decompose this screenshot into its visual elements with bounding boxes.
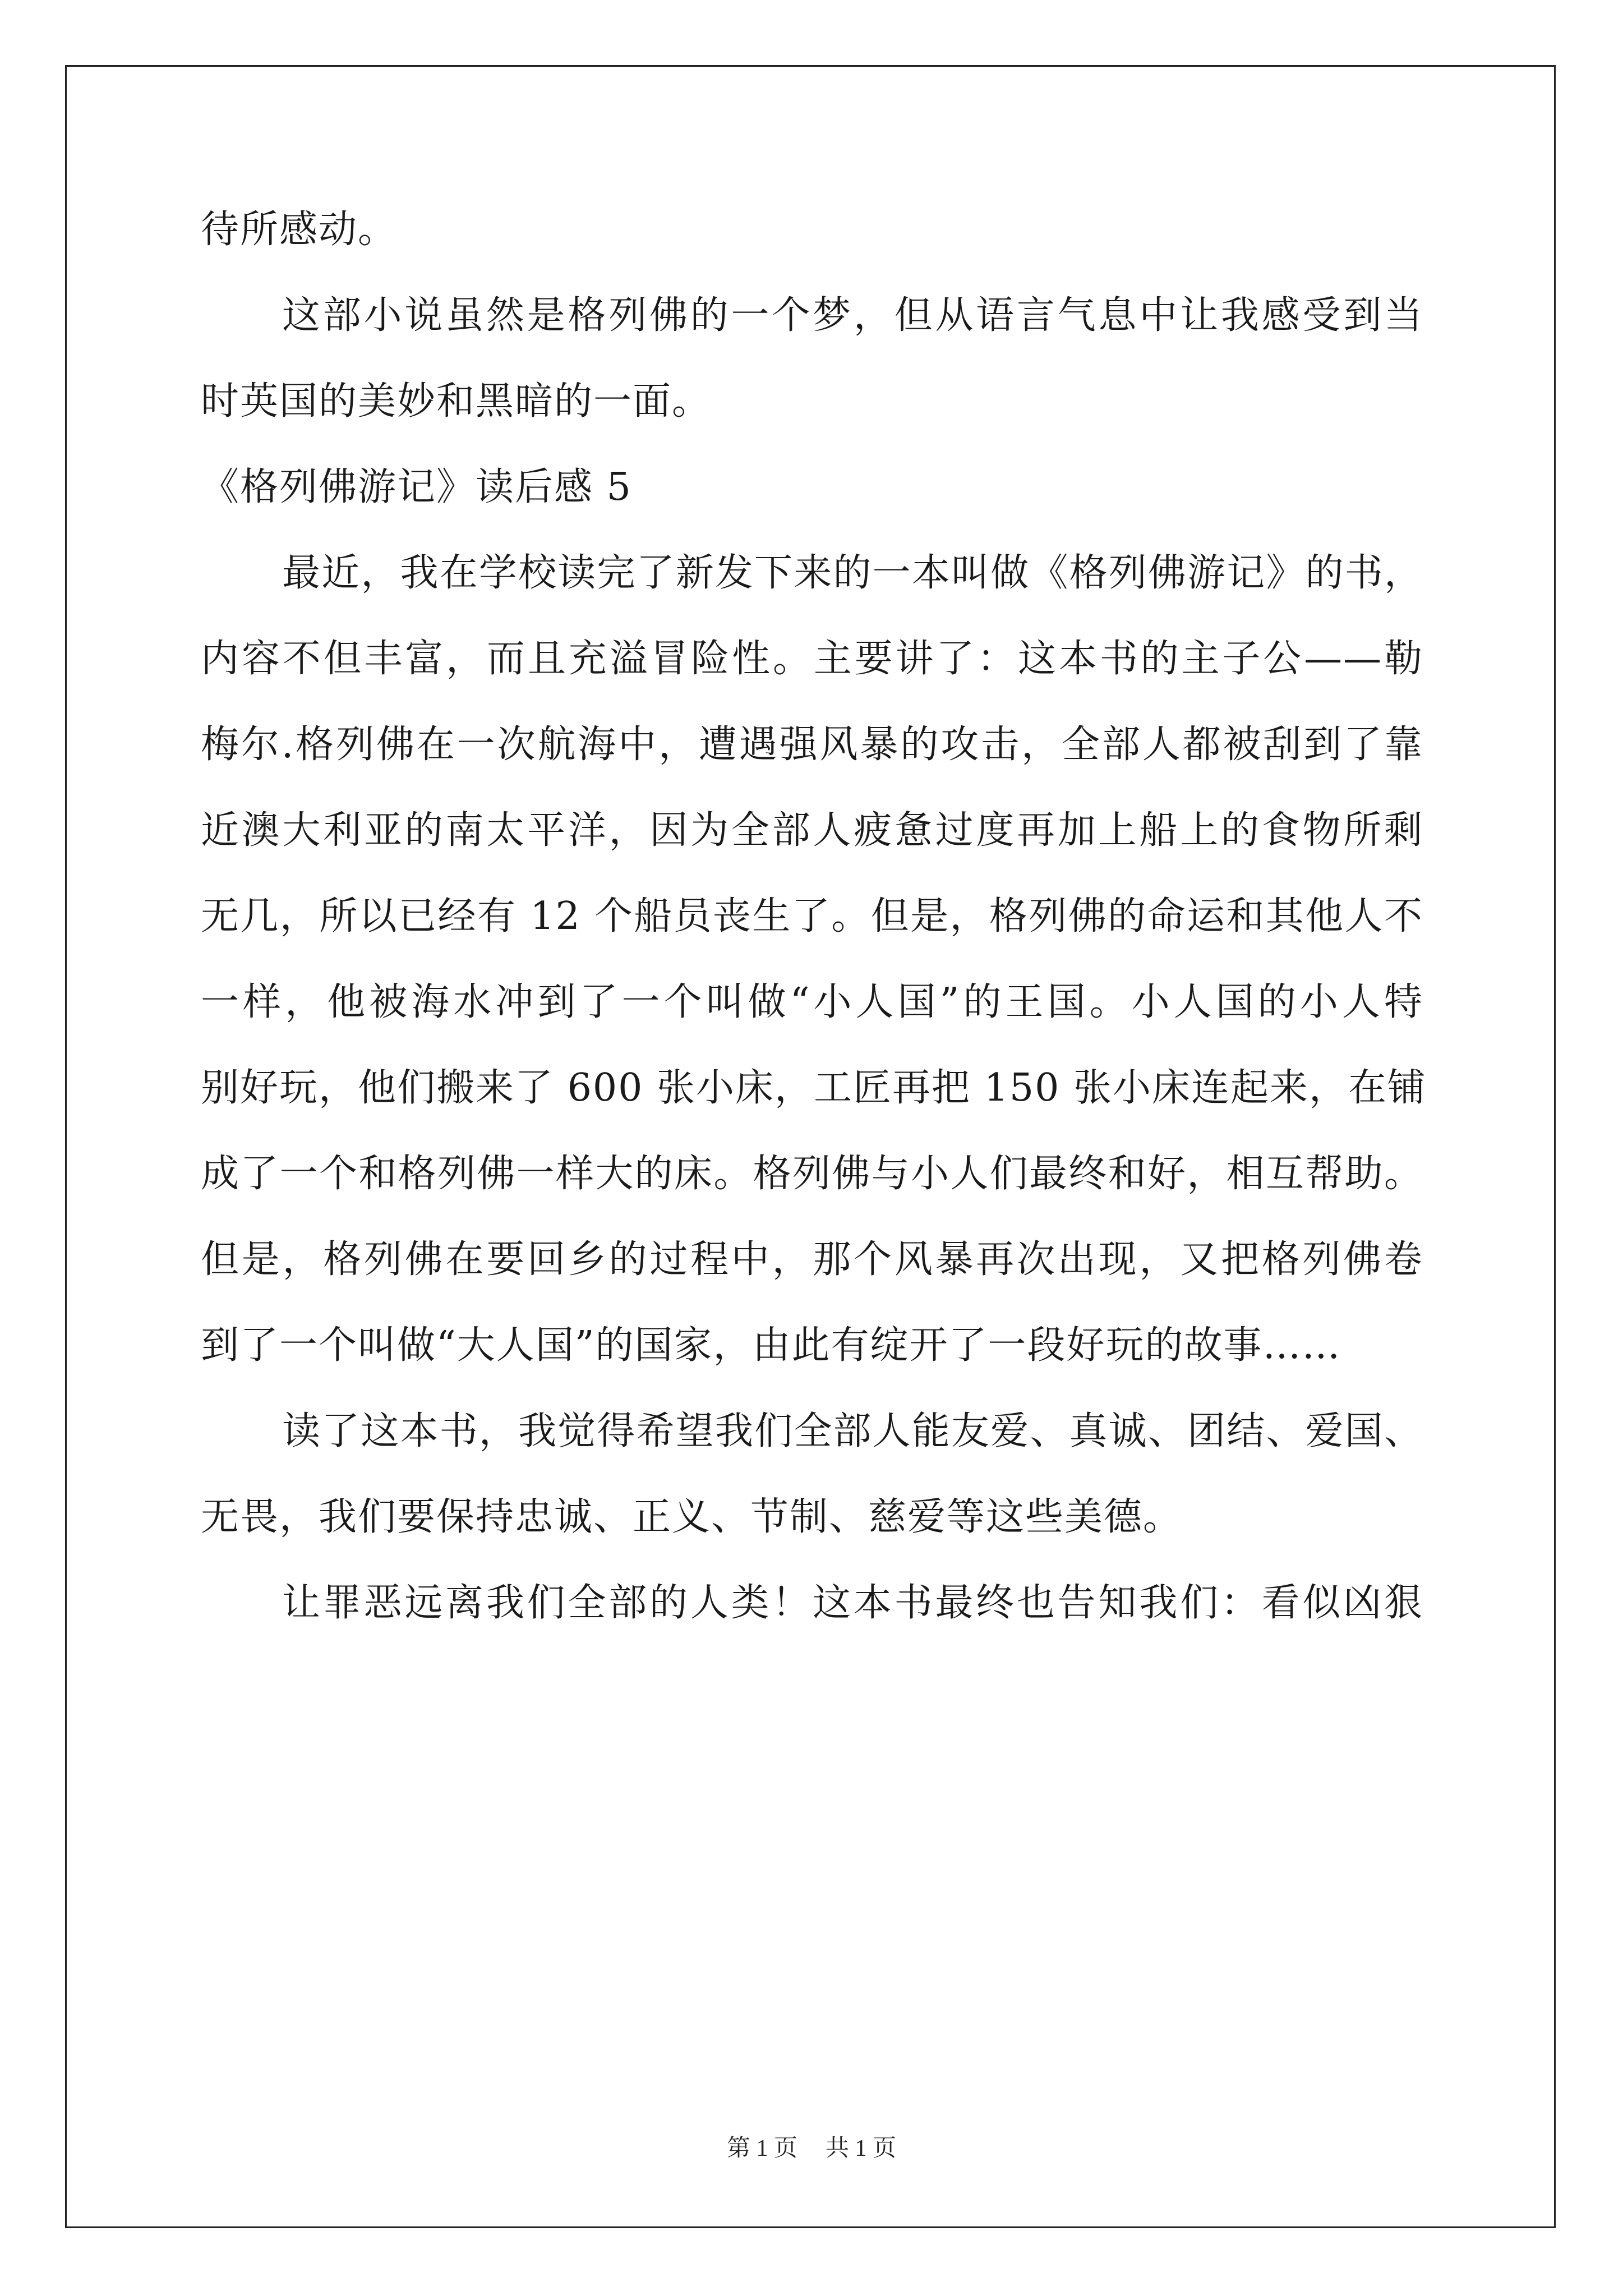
paragraph-line: 待所感动。 xyxy=(201,208,398,252)
paragraph-line: 这部小说虽然是格列佛的一个梦，但从语言气息中让我感受到当 xyxy=(282,293,1423,338)
paragraph-line: 近澳大利亚的南太平洋，因为全部人疲惫过度再加上船上的食物所剩 xyxy=(201,808,1423,853)
paragraph-line: 最近，我在学校读完了新发下来的一本叫做《格列佛游记》的书， xyxy=(282,551,1423,595)
paragraph-line: 一样，他被海水冲到了一个叫做“小人国”的王国。小人国的小人特 xyxy=(201,980,1423,1024)
page-footer xyxy=(0,2132,1623,2165)
paragraph-line: 但是，格列佛在要回乡的过程中，那个风暴再次出现，又把格列佛卷 xyxy=(201,1237,1423,1282)
paragraph-line: 无畏，我们要保持忠诚、正义、节制、慈爱等这些美德。 xyxy=(201,1495,1183,1539)
paragraph-line: 别好玩，他们搬来了 600 张小床，工匠再把 150 张小床连起来，在铺 xyxy=(201,1066,1427,1110)
paragraph-line: 读了这本书，我觉得希望我们全部人能友爱、真诚、团结、爱国、 xyxy=(282,1409,1423,1453)
paragraph-line: 时英国的美妙和黑暗的一面。 xyxy=(201,379,712,424)
paragraph-line: 内容不但丰富，而且充溢冒险性。主要讲了：这本书的主子公——勒 xyxy=(201,637,1423,681)
paragraph-line: 成了一个和格列佛一样大的床。格列佛与小人们最终和好，相互帮助。 xyxy=(201,1152,1423,1196)
paragraph-line: 让罪恶远离我们全部的人类！这本书最终也告知我们：看似凶狠 xyxy=(282,1581,1423,1625)
section-heading: 《格列佛游记》读后感 5 xyxy=(201,465,632,509)
page-number: 第 1 页 xyxy=(726,2136,797,2161)
paragraph-line: 无几，所以已经有 12 个船员丧生了。但是，格列佛的命运和其他人不 xyxy=(201,894,1423,938)
paragraph-line: 梅尔.格列佛在一次航海中，遭遇强风暴的攻击，全部人都被刮到了靠 xyxy=(201,723,1423,767)
paragraph-line: 到了一个叫做“大人国”的国家，由此有绽开了一段好玩的故事…… xyxy=(201,1323,1341,1368)
page-total: 共 1 页 xyxy=(826,2136,897,2161)
